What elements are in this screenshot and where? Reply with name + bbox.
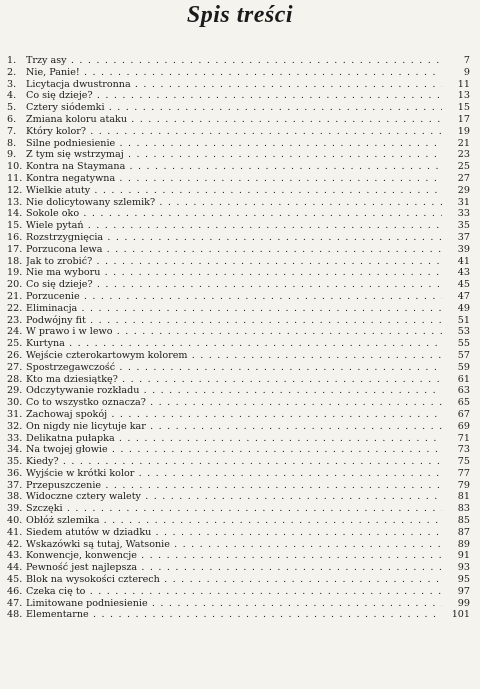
toc-entry-title: Wskazówki są tutaj, Watsonie . . .	[26, 539, 442, 551]
toc-entry-title: Sokole oko . . .	[26, 208, 442, 220]
toc-entry-page: 25	[457, 161, 470, 173]
toc-entry-number: 4.	[7, 90, 17, 102]
toc-entry-title: Nie, Panie! . . .	[26, 67, 442, 79]
toc-entry-title: Wielkie atuty . . .	[26, 185, 442, 197]
toc-entry-page: 23	[457, 149, 470, 161]
toc-entry	[0, 491, 480, 503]
toc-entry-title: Limitowane podniesienie . . .	[26, 598, 442, 610]
toc-entry	[0, 244, 480, 256]
toc-entry-number: 25.	[7, 338, 23, 350]
toc-entry-page: 17	[457, 113, 470, 125]
toc-entry-title: Wiele pytań . . .	[26, 220, 442, 232]
toc-entry-page: 93	[457, 562, 470, 574]
toc-entry	[0, 197, 480, 209]
toc-entry-page: 77	[457, 467, 470, 479]
toc-entry-title: Kurtyna . . .	[26, 338, 442, 350]
toc-entry-title: Kiedy? . . .	[26, 456, 442, 468]
toc-entry-page: 67	[457, 408, 470, 420]
toc-entry-page: 85	[457, 515, 470, 527]
toc-entry	[0, 126, 480, 138]
toc-entry-number: 12.	[7, 184, 23, 196]
toc-entry-title: Silne podniesienie . . .	[26, 138, 442, 150]
toc-entry	[0, 102, 480, 114]
toc-entry-title: Obłóż szlemika . . .	[26, 515, 442, 527]
toc-entry-title: Blok na wysokości czterech . . .	[26, 574, 442, 586]
toc-entry-title: Co to wszystko oznacza? . . .	[26, 397, 442, 409]
toc-entry-title: Kontra negatywna . . .	[26, 173, 442, 185]
toc-entry-number: 5.	[7, 102, 17, 114]
toc-entry-page: 55	[457, 338, 470, 350]
toc-entry-number: 37.	[7, 479, 23, 491]
toc-entry	[0, 350, 480, 362]
toc-entry-number: 19.	[7, 267, 23, 279]
toc-entry-number: 40.	[7, 515, 23, 527]
toc-entry-title: Który kolor? . . .	[26, 126, 442, 138]
toc-entry	[0, 161, 480, 173]
toc-entry-page: 21	[457, 137, 470, 149]
toc-entry	[0, 374, 480, 386]
toc-entry-page: 41	[457, 255, 470, 267]
toc-entry-page: 75	[457, 456, 470, 468]
toc-entry-page: 65	[457, 397, 470, 409]
toc-entry-page: 89	[457, 538, 470, 550]
toc-entry-number: 8.	[7, 137, 17, 149]
toc-entry	[0, 480, 480, 492]
toc-entry	[0, 586, 480, 598]
toc-entry-number: 1.	[7, 55, 17, 66]
toc-entry	[0, 138, 480, 150]
toc-entry-number: 34.	[7, 444, 23, 456]
toc-entry-page: 35	[457, 220, 470, 232]
toc-entry	[0, 550, 480, 562]
toc-entry	[0, 362, 480, 374]
toc-entry-title: Zmiana koloru ataku . . .	[26, 114, 442, 126]
toc-entry-number: 3.	[7, 78, 17, 90]
toc-entry-page: 31	[457, 196, 470, 208]
toc-entry-number: 23.	[7, 314, 23, 326]
toc-entry-page: 81	[457, 491, 470, 503]
toc-entry-title: Przepuszczenie . . .	[26, 480, 442, 492]
toc-entry-number: 22.	[7, 302, 23, 314]
toc-entry-number: 26.	[7, 349, 23, 361]
toc-entry-number: 36.	[7, 467, 23, 479]
toc-entry-page: 9	[463, 66, 470, 78]
toc-entry-title: W prawo i w lewo . . .	[26, 326, 442, 338]
toc-entry-title: Nie dolicytowany szlemik? . . .	[26, 197, 442, 209]
toc-entry-title: On nigdy nie licytuje kar . . .	[26, 421, 442, 433]
toc-entry-title: Porzucenie . . .	[26, 291, 442, 303]
table-of-contents	[0, 55, 480, 621]
toc-entry-title: Rozstrzygnięcia . . .	[26, 232, 442, 244]
toc-entry-page: 87	[457, 526, 470, 538]
toc-entry-page: 73	[457, 444, 470, 456]
toc-entry-page: 19	[457, 125, 470, 137]
toc-entry	[0, 208, 480, 220]
toc-entry-number: 13.	[7, 196, 23, 208]
toc-entry-page: 39	[457, 243, 470, 255]
toc-entry-page: 95	[457, 574, 470, 586]
toc-entry	[0, 149, 480, 161]
toc-entry	[0, 409, 480, 421]
toc-entry-title: Kontra na Staymana . . .	[26, 161, 442, 173]
toc-entry-number: 27.	[7, 361, 23, 373]
toc-entry-number: 29.	[7, 385, 23, 397]
toc-entry-title: Wyjście w krótki kolor . . .	[26, 468, 442, 480]
toc-entry-page: 49	[457, 302, 470, 314]
toc-entry	[0, 173, 480, 185]
toc-entry-number: 21.	[7, 290, 23, 302]
page-title: Spis treści	[186, 2, 294, 28]
toc-entry	[0, 574, 480, 586]
toc-entry	[0, 527, 480, 539]
toc-entry-page: 63	[457, 385, 470, 397]
toc-entry-number: 35.	[7, 456, 23, 468]
toc-entry-page: 37	[457, 231, 470, 243]
toc-entry-number: 46.	[7, 585, 23, 597]
toc-entry-number: 32.	[7, 420, 23, 432]
toc-entry-number: 42.	[7, 538, 23, 550]
toc-entry	[0, 433, 480, 445]
toc-entry	[0, 468, 480, 480]
toc-entry-page: 97	[457, 585, 470, 597]
toc-entry	[0, 90, 480, 102]
toc-entry	[0, 421, 480, 433]
toc-entry-title: Odczytywanie rozkładu . . .	[26, 385, 442, 397]
toc-entry-page: 27	[457, 172, 470, 184]
toc-entry	[0, 326, 480, 338]
toc-entry-number: 45.	[7, 574, 23, 586]
toc-entry-title: Kto ma dziesiątkę? . . .	[26, 374, 442, 386]
toc-entry-title: Porzucona lewa . . .	[26, 244, 442, 256]
toc-entry-number: 11.	[7, 172, 23, 184]
toc-entry-title: Eliminacja . . .	[26, 303, 442, 315]
toc-entry-title: Spostrzegawczość . . .	[26, 362, 442, 374]
toc-entry-number: 28.	[7, 373, 23, 385]
toc-entry-page: 57	[457, 349, 470, 361]
toc-entry	[0, 503, 480, 515]
toc-entry-page: 33	[457, 208, 470, 220]
toc-entry-page: 45	[457, 279, 470, 291]
toc-entry	[0, 232, 480, 244]
toc-entry-number: 20.	[7, 279, 23, 291]
toc-entry-page: 47	[457, 290, 470, 302]
toc-entry-title: Co się dzieje? . . .	[26, 279, 442, 291]
toc-entry	[0, 539, 480, 551]
toc-entry-page: 15	[457, 102, 470, 114]
toc-entry-number: 16.	[7, 231, 23, 243]
toc-entry-title: Zachowaj spokój . . .	[26, 409, 442, 421]
toc-entry-number: 43.	[7, 550, 23, 562]
toc-entry-page: 79	[457, 479, 470, 491]
toc-entry-page: 11	[457, 78, 470, 90]
toc-entry-title: Na twojej głowie . . .	[26, 444, 442, 456]
toc-entry-number: 17.	[7, 243, 23, 255]
toc-entry-title: Licytacja dwustronna . . .	[26, 79, 442, 91]
toc-entry	[0, 562, 480, 574]
toc-entry	[0, 598, 480, 610]
toc-entry-page: 83	[457, 503, 470, 515]
toc-entry	[0, 385, 480, 397]
toc-entry	[0, 397, 480, 409]
toc-entry-page: 101	[451, 609, 470, 621]
toc-entry-page: 43	[457, 267, 470, 279]
toc-entry-title: Pewność jest najlepsza . . .	[26, 562, 442, 574]
toc-entry-number: 6.	[7, 113, 17, 125]
toc-entry	[0, 444, 480, 456]
toc-entry-number: 41.	[7, 526, 23, 538]
toc-entry-number: 9.	[7, 149, 17, 161]
toc-entry-page: 7	[463, 55, 470, 66]
toc-entry-title: Jak to zrobić? . . .	[26, 256, 442, 268]
toc-entry	[0, 79, 480, 91]
toc-entry	[0, 515, 480, 527]
toc-entry	[0, 279, 480, 291]
toc-entry	[0, 55, 480, 67]
toc-entry-page: 61	[457, 373, 470, 385]
toc-entry	[0, 256, 480, 268]
toc-entry	[0, 315, 480, 327]
toc-entry	[0, 67, 480, 79]
toc-entry	[0, 609, 480, 621]
toc-entry-title: Z tym się wstrzymaj . . .	[26, 149, 442, 161]
toc-entry-number: 2.	[7, 66, 17, 78]
toc-entry-title: Elementarne . . .	[26, 609, 442, 621]
toc-entry-title: Podwójny fit . . .	[26, 315, 442, 327]
toc-entry-number: 39.	[7, 503, 23, 515]
toc-entry-title: Konwencje, konwencje . . .	[26, 550, 442, 562]
toc-entry	[0, 220, 480, 232]
toc-entry-number: 48.	[7, 609, 23, 621]
toc-entry-title: Cztery siódemki . . .	[26, 102, 442, 114]
toc-entry-title: Siedem atutów w dziadku . . .	[26, 527, 442, 539]
toc-entry-title: Szczęki . . .	[26, 503, 442, 515]
toc-entry-number: 30.	[7, 397, 23, 409]
toc-entry-page: 71	[457, 432, 470, 444]
toc-entry-number: 18.	[7, 255, 23, 267]
toc-entry-title: Czeka cię to . . .	[26, 586, 442, 598]
toc-entry	[0, 338, 480, 350]
toc-entry-page: 29	[457, 184, 470, 196]
toc-entry	[0, 114, 480, 126]
toc-entry-page: 53	[457, 326, 470, 338]
toc-entry-page: 69	[457, 420, 470, 432]
toc-entry	[0, 185, 480, 197]
toc-entry-title: Nie ma wyboru . . .	[26, 267, 442, 279]
toc-entry-number: 33.	[7, 432, 23, 444]
toc-entry-page: 99	[457, 597, 470, 609]
toc-entry-number: 14.	[7, 208, 23, 220]
toc-entry-number: 10.	[7, 161, 23, 173]
toc-entry-title: Delikatna pułapka . . .	[26, 433, 442, 445]
toc-entry-title: Widoczne cztery walety . . .	[26, 491, 442, 503]
toc-entry-number: 38.	[7, 491, 23, 503]
toc-entry-number: 31.	[7, 408, 23, 420]
toc-entry-page: 59	[457, 361, 470, 373]
toc-entry-page: 91	[457, 550, 470, 562]
toc-entry-number: 7.	[7, 125, 17, 137]
toc-entry-title: Co się dzieje? . . .	[26, 90, 442, 102]
toc-entry-title: Trzy asy . . .	[26, 55, 442, 67]
toc-entry-number: 15.	[7, 220, 23, 232]
toc-entry	[0, 267, 480, 279]
toc-entry-page: 13	[457, 90, 470, 102]
toc-entry-number: 44.	[7, 562, 23, 574]
toc-entry	[0, 291, 480, 303]
toc-entry	[0, 456, 480, 468]
toc-entry-number: 47.	[7, 597, 23, 609]
toc-entry	[0, 303, 480, 315]
toc-entry-title: Wejście czterokartowym kolorem . . .	[26, 350, 442, 362]
toc-entry-page: 51	[457, 314, 470, 326]
toc-entry-number: 24.	[7, 326, 23, 338]
